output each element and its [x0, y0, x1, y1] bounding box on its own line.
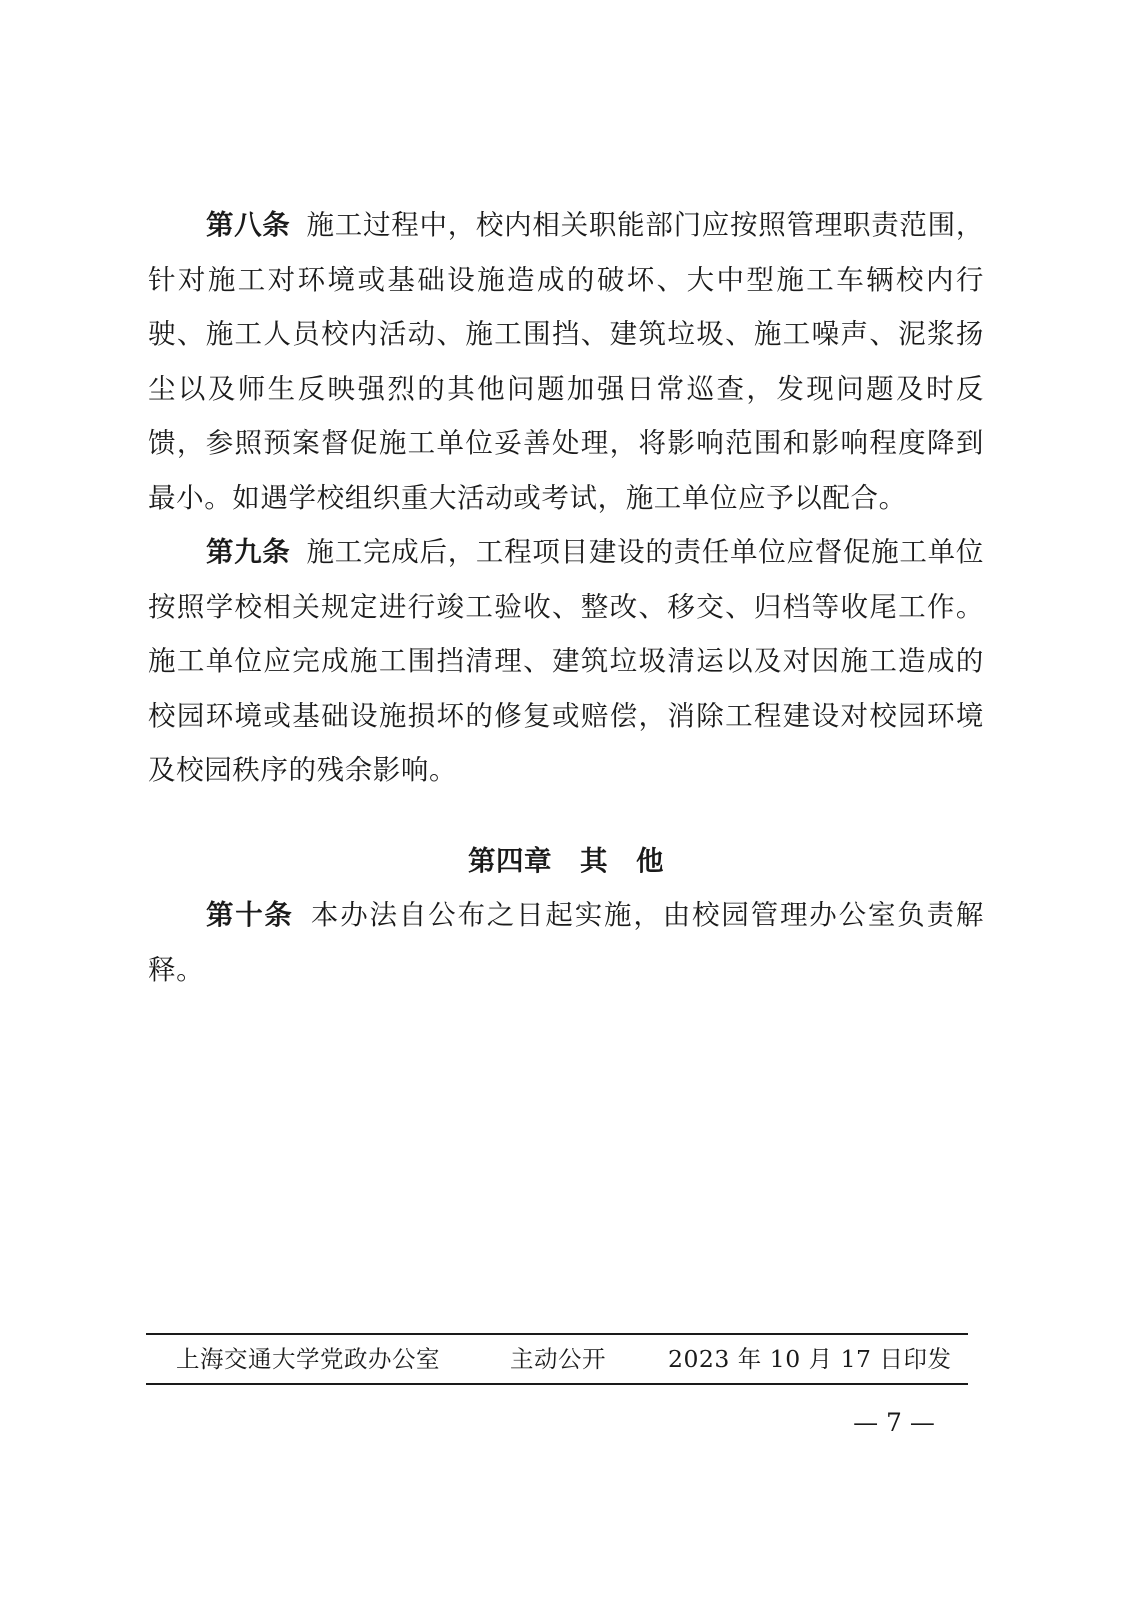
article-9 — [148, 525, 984, 798]
article-8-heading: 第八条 — [206, 209, 291, 241]
article-9-heading: 第九条 — [206, 536, 291, 568]
article-10-heading: 第十条 — [206, 899, 294, 931]
article-10-text: 本办法自公布之日起实施，由校园管理办公室负责解释。 — [148, 899, 984, 986]
footer-issuer: 上海交通大学党政办公室 — [176, 1345, 440, 1373]
article-10 — [148, 888, 984, 997]
issuance-footer — [146, 1333, 968, 1385]
article-8-text: 施工过程中，校内相关职能部门应按照管理职责范围，针对施工对环境或基础设施造成的破坏、大中型施工车辆校内行驶、施工人员校内活动、施工围挡、建筑垃圾、施工噪声、泥浆扬尘以及师生反映强烈的其他问题加强日常巡查，发现问题及时反馈，参照预案督促施工单位妥善处理，将影响范围和影响程度降到最小。如遇学校组织重大活动或考试，施工单位应予以配合。 — [148, 209, 984, 514]
footer-visibility: 主动公开 — [510, 1345, 606, 1373]
page-number: — 7 — — [853, 1408, 935, 1437]
footer-date: 2023 年 10 月 17 日印发 — [668, 1345, 952, 1373]
article-9-text: 施工完成后，工程项目建设的责任单位应督促施工单位按照学校相关规定进行竣工验收、整改、移交、归档等收尾工作。施工单位应完成施工围挡清理、建筑垃圾清运以及对因施工造成的校园环境或基础设施损坏的修复或赔偿，消除工程建设对校园环境及校园秩序的残余影响。 — [148, 536, 984, 786]
article-8 — [148, 198, 984, 525]
document-body — [148, 198, 984, 997]
chapter-title: 第四章 其 他 — [468, 844, 664, 877]
